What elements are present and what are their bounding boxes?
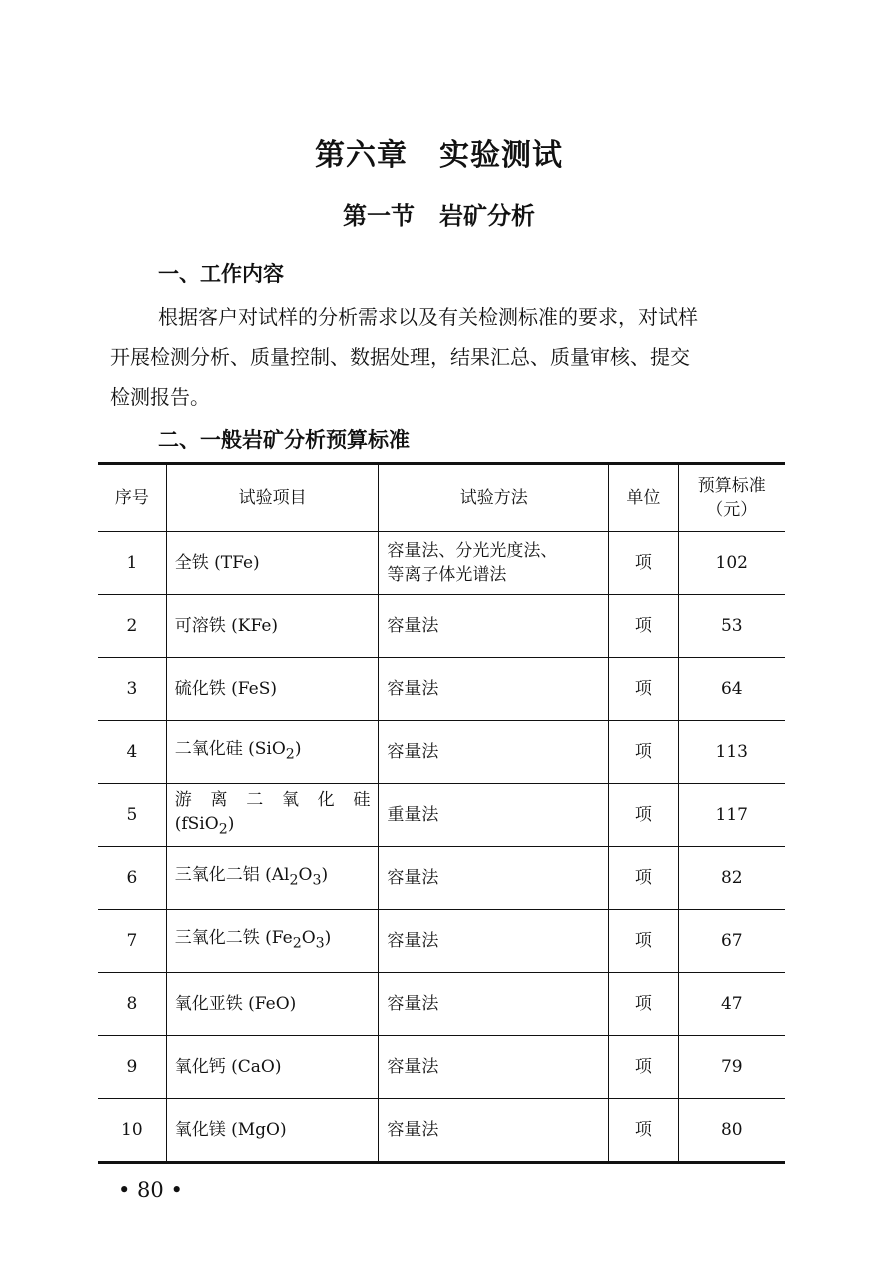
paragraph-line: 检测报告。 [110, 385, 210, 409]
cell-item [166, 847, 379, 910]
header-price-line1: 预算标准 [697, 476, 766, 496]
item-subscript: 2 [285, 746, 295, 763]
cell-unit: 项 [609, 847, 678, 910]
cell-method: 容量法 [379, 1036, 609, 1099]
cell-price: 117 [678, 784, 785, 847]
item-text: O [298, 865, 313, 886]
cell-item: 氧化亚铁 (FeO) [166, 973, 379, 1036]
cell-no: 7 [98, 910, 166, 973]
cell-no: 6 [98, 847, 166, 910]
cell-method: 重量法 [379, 784, 609, 847]
paragraph-line: 开展检测分析、质量控制、数据处理，结果汇总、质量审核、提交 [110, 345, 690, 369]
cell-price: 64 [678, 658, 785, 721]
item-text: (fSiO [174, 814, 219, 835]
table-row [98, 847, 785, 910]
cell-unit: 项 [609, 973, 678, 1036]
item-subscript: 2 [218, 821, 228, 838]
item-subscript: 3 [312, 872, 322, 889]
cell-no: 4 [98, 721, 166, 784]
item-line1: 游 离 二 氧 化 硅 [174, 790, 371, 811]
table-header-row [98, 464, 785, 532]
cell-unit: 项 [609, 595, 678, 658]
table-row [98, 1036, 785, 1099]
cell-method: 容量法 [379, 910, 609, 973]
table-row [98, 1099, 785, 1163]
cell-item [166, 721, 379, 784]
cell-method: 容量法 [379, 721, 609, 784]
cell-unit: 项 [609, 658, 678, 721]
cell-method: 容量法 [379, 658, 609, 721]
cell-method-line2: 等离子体光谱法 [387, 565, 507, 585]
cell-price: 82 [678, 847, 785, 910]
cell-no: 2 [98, 595, 166, 658]
cell-price: 53 [678, 595, 785, 658]
table-row [98, 658, 785, 721]
cell-method: 容量法 [379, 1099, 609, 1163]
cell-unit: 项 [609, 1036, 678, 1099]
cell-no: 5 [98, 784, 166, 847]
cell-price: 102 [678, 532, 785, 595]
cell-item: 氧化镁 (MgO) [166, 1099, 379, 1163]
cell-item: 全铁 (TFe) [166, 532, 379, 595]
chapter-title: 第六章 实验测试 [315, 138, 563, 173]
cell-price: 67 [678, 910, 785, 973]
header-method: 试验方法 [379, 464, 609, 532]
cell-price: 47 [678, 973, 785, 1036]
cell-no: 10 [98, 1099, 166, 1163]
cell-method: 容量法 [379, 595, 609, 658]
table-row [98, 910, 785, 973]
cell-item [166, 784, 379, 847]
item-subscript: 2 [292, 935, 302, 952]
cell-price: 80 [678, 1099, 785, 1163]
table-row [98, 784, 785, 847]
cell-no: 3 [98, 658, 166, 721]
table-row [98, 532, 785, 595]
header-unit: 单位 [609, 464, 678, 532]
item-text: 三氧化二铁 (Fe [174, 928, 293, 949]
item-subscript: 2 [289, 872, 299, 889]
cell-method: 容量法 [379, 973, 609, 1036]
item-text: ) [321, 865, 329, 886]
item-text: ) [227, 814, 235, 835]
item-text: 二氧化硅 (SiO [174, 739, 286, 760]
cell-item: 硫化铁 (FeS) [166, 658, 379, 721]
cell-price: 113 [678, 721, 785, 784]
section-title: 第一节 岩矿分析 [343, 201, 535, 230]
cell-no: 8 [98, 973, 166, 1036]
header-price [678, 464, 785, 532]
cell-unit: 项 [609, 721, 678, 784]
item-line2 [175, 812, 371, 841]
cell-no: 1 [98, 532, 166, 595]
header-item: 试验项目 [166, 464, 379, 532]
paragraph-line: 根据客户对试样的分析需求以及有关检测标准的要求，对试样 [158, 305, 698, 329]
cell-price: 79 [678, 1036, 785, 1099]
work-content-paragraph [110, 297, 780, 417]
cell-unit: 项 [609, 532, 678, 595]
cell-item: 氧化钙 (CaO) [166, 1036, 379, 1099]
table-row [98, 595, 785, 658]
cell-unit: 项 [609, 784, 678, 847]
table-row [98, 973, 785, 1036]
header-no: 序号 [98, 464, 166, 532]
cell-method [379, 532, 609, 595]
item-text: 三氧化二铝 (Al [174, 865, 290, 886]
item-text: ) [294, 739, 302, 760]
item-subscript: 3 [315, 935, 325, 952]
page-number: • 80 • [118, 1178, 183, 1202]
cell-item: 可溶铁 (KFe) [166, 595, 379, 658]
item-text: ) [324, 928, 332, 949]
table-row [98, 721, 785, 784]
heading-work-content: 一、工作内容 [158, 261, 284, 286]
header-price-line2: （元） [706, 500, 758, 520]
cell-method-line1: 容量法、分光光度法、 [387, 541, 558, 561]
budget-table [98, 462, 785, 1164]
cell-unit: 项 [609, 1099, 678, 1163]
cell-no: 9 [98, 1036, 166, 1099]
heading-budget-standard: 二、一般岩矿分析预算标准 [158, 427, 410, 452]
item-text: O [301, 928, 316, 949]
cell-method: 容量法 [379, 847, 609, 910]
cell-unit: 项 [609, 910, 678, 973]
cell-item [166, 910, 379, 973]
